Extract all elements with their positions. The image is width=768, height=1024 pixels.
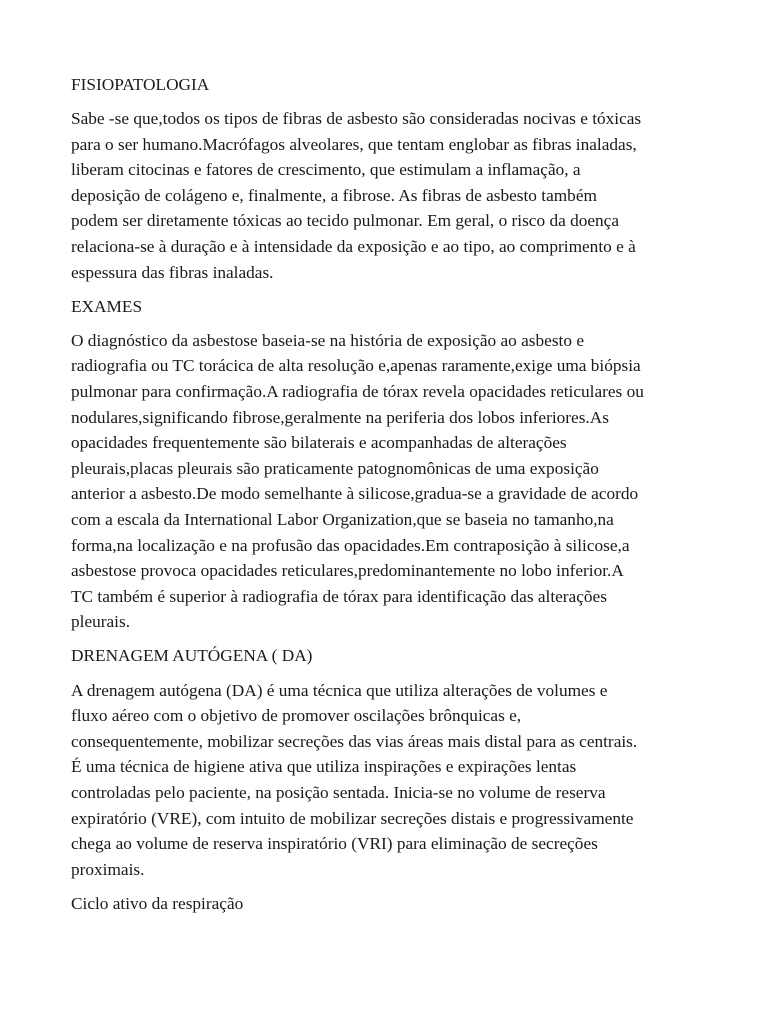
text-line: consequentemente, mobilizar secreções das vias áreas mais distal para as centrais. bbox=[71, 731, 638, 751]
text-line: podem ser diretamente tóxicas ao tecido pulmonar. Em geral, o risco da doença bbox=[71, 211, 620, 231]
text-line: relaciona-se à duração e à intensidade da exposição e ao tipo, ao comprimento e à bbox=[71, 237, 636, 257]
section-heading-drenagem-autogena: DRENAGEM AUTÓGENA ( DA) bbox=[71, 646, 313, 666]
text-line: radiografia ou TC torácica de alta resolução e,apenas raramente,exige uma biópsia bbox=[71, 356, 641, 376]
paragraph-drenagem-autogena bbox=[71, 678, 701, 883]
text-line: nodulares,significando fibrose,geralmente na periferia dos lobos inferiores.As bbox=[71, 407, 609, 427]
text-line: O diagnóstico da asbestose baseia-se na história de exposição ao asbesto e bbox=[71, 330, 584, 350]
text-line: A drenagem autógena (DA) é uma técnica que utiliza alterações de volumes e bbox=[71, 680, 608, 700]
text-line: chega ao volume de reserva inspiratório (VRI) para eliminação de secreções bbox=[71, 834, 598, 854]
text-line: espessura das fibras inaladas. bbox=[71, 262, 274, 282]
section-heading-exames: EXAMES bbox=[71, 296, 143, 316]
text-line: anterior a asbesto.De modo semelhante à silicose,gradua-se a gravidade de acordo bbox=[71, 484, 639, 504]
document-page bbox=[71, 72, 701, 925]
text-line: para o ser humano.Macrófagos alveolares, que tentam englobar as fibras inaladas, bbox=[71, 134, 637, 154]
paragraph-fisiopatologia bbox=[71, 106, 701, 285]
section-heading-ciclo-ativo: Ciclo ativo da respiração bbox=[71, 893, 244, 913]
text-line: liberam citocinas e fatores de crescimento, que estimulam a inflamação, a bbox=[71, 160, 581, 180]
text-line: proximais. bbox=[71, 859, 145, 879]
text-line: É uma técnica de higiene ativa que utiliza inspirações e expirações lentas bbox=[71, 757, 577, 777]
text-line: opacidades frequentemente são bilaterais e acompanhadas de alterações bbox=[71, 433, 567, 453]
text-line: pulmonar para confirmação.A radiografia de tórax revela opacidades reticulares ou bbox=[71, 382, 644, 402]
text-line: forma,na localização e na profusão das opacidades.Em contraposição à silicose,a bbox=[71, 535, 630, 555]
section-heading-fisiopatologia: FISIOPATOLOGIA bbox=[71, 75, 210, 94]
paragraph-exames bbox=[71, 328, 701, 635]
text-line: Sabe -se que,todos os tipos de fibras de asbesto são consideradas nocivas e tóxicas bbox=[71, 109, 642, 129]
text-line: TC também é superior à radiografia de tórax para identificação das alterações bbox=[71, 586, 607, 606]
text-line: pleurais,placas pleurais são praticamente patognomônicas de uma exposição bbox=[71, 458, 599, 478]
text-line: asbestose provoca opacidades reticulares,predominantemente no lobo inferior.A bbox=[71, 561, 624, 581]
text-line: controladas pelo paciente, na posição sentada. Inicia-se no volume de reserva bbox=[71, 782, 606, 802]
text-line: fluxo aéreo com o objetivo de promover oscilações brônquicas e, bbox=[71, 706, 522, 726]
text-line: com a escala da International Labor Organization,que se baseia no tamanho,na bbox=[71, 510, 614, 529]
text-line: expiratório (VRE), com intuito de mobilizar secreções distais e progressivamente bbox=[71, 808, 634, 828]
text-line: deposição de colágeno e, finalmente, a fibrose. As fibras de asbesto também bbox=[71, 185, 597, 205]
text-line: pleurais. bbox=[71, 612, 131, 632]
